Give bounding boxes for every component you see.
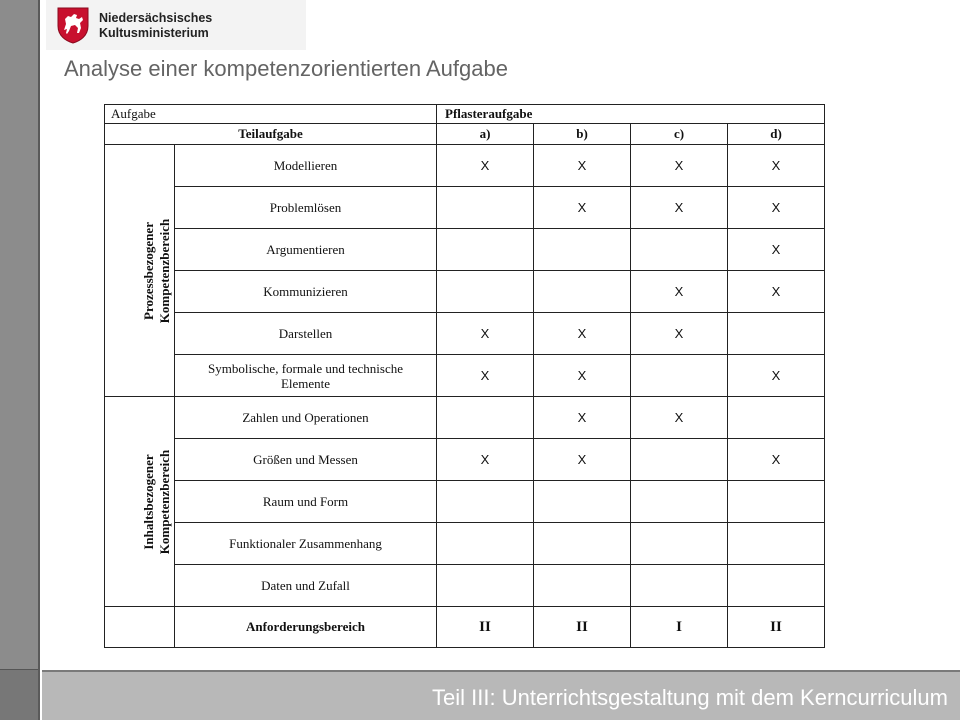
- page-title: Analyse einer kompetenzorientierten Aufgabe: [64, 56, 508, 81]
- competency-row: [105, 439, 825, 481]
- mark-cell-d: X: [728, 187, 825, 229]
- mark-cell-a: X: [437, 313, 534, 355]
- footer-bar: [42, 670, 960, 720]
- competency-group-label-text: [141, 218, 173, 322]
- mark-cell-a: [437, 271, 534, 313]
- competency-label: Funktionaler Zusammenhang: [175, 523, 437, 565]
- competency-label: Argumentieren: [175, 229, 437, 271]
- competency-label: Raum und Form: [175, 481, 437, 523]
- mark-cell-a: [437, 397, 534, 439]
- column-header-c: c): [631, 124, 728, 145]
- aufgabe-label: Aufgabe: [105, 105, 437, 124]
- mark-cell-d: [728, 313, 825, 355]
- column-header-b: b): [534, 124, 631, 145]
- mark-cell-d: X: [728, 229, 825, 271]
- competency-label: Darstellen: [175, 313, 437, 355]
- footer-text: Teil III: Unterrichtsgestaltung mit dem Kerncurriculum: [432, 685, 948, 710]
- mark-cell-b: X: [534, 355, 631, 397]
- mark-cell-d: X: [728, 439, 825, 481]
- competency-row: [105, 565, 825, 607]
- anforderungsbereich-level-a: II: [437, 607, 534, 648]
- mark-cell-c: X: [631, 187, 728, 229]
- mark-cell-c: [631, 439, 728, 481]
- aufgabe-title: Pflasteraufgabe: [437, 105, 825, 124]
- aufgabe-header-row: [105, 105, 825, 124]
- mark-cell-c: X: [631, 397, 728, 439]
- mark-cell-c: [631, 229, 728, 271]
- competency-label: Daten und Zufall: [175, 565, 437, 607]
- mark-cell-b: [534, 229, 631, 271]
- mark-cell-b: X: [534, 313, 631, 355]
- competency-row: [105, 145, 825, 187]
- competency-row: [105, 313, 825, 355]
- competency-label: Symbolische, formale und technische Elemente: [175, 355, 437, 397]
- anforderungsbereich-level-b: II: [534, 607, 631, 648]
- competency-label: Modellieren: [175, 145, 437, 187]
- mark-cell-d: X: [728, 355, 825, 397]
- logo-line-1: Niedersächsisches: [99, 11, 213, 25]
- logo-line-2: Kultusministerium: [99, 26, 209, 40]
- mark-cell-d: X: [728, 145, 825, 187]
- competency-label: Größen und Messen: [175, 439, 437, 481]
- competency-row: [105, 523, 825, 565]
- competency-group-line-2: Kompetenzbereich: [157, 218, 173, 323]
- mark-cell-a: [437, 187, 534, 229]
- mark-cell-d: [728, 481, 825, 523]
- competency-label: Problemlösen: [175, 187, 437, 229]
- anforderungsbereich-level-c: I: [631, 607, 728, 648]
- mark-cell-c: [631, 565, 728, 607]
- mark-cell-a: X: [437, 355, 534, 397]
- mark-cell-b: X: [534, 439, 631, 481]
- competency-row: [105, 271, 825, 313]
- mark-cell-d: [728, 523, 825, 565]
- mark-cell-b: X: [534, 145, 631, 187]
- mark-cell-c: [631, 523, 728, 565]
- mark-cell-b: [534, 523, 631, 565]
- anforderungsbereich-row: [105, 607, 825, 648]
- mark-cell-a: [437, 229, 534, 271]
- competency-row: [105, 229, 825, 271]
- mark-cell-c: X: [631, 145, 728, 187]
- anforderungsbereich-label: Anforderungsbereich: [175, 607, 437, 648]
- mark-cell-b: X: [534, 187, 631, 229]
- anforderungsbereich-level-d: II: [728, 607, 825, 648]
- competency-group-label: [105, 397, 175, 607]
- competency-group-label: [105, 145, 175, 397]
- competency-group-label-text: [141, 449, 173, 553]
- competency-label: Zahlen und Operationen: [175, 397, 437, 439]
- teilaufgabe-label: Teilaufgabe: [105, 124, 437, 145]
- left-sidebar-bar: [0, 0, 40, 720]
- anforderungsbereich-spacer: [105, 607, 175, 648]
- lower-saxony-horse-shield-icon: [56, 6, 90, 44]
- mark-cell-d: [728, 565, 825, 607]
- ministry-logo: [46, 0, 306, 50]
- competency-group-line-1: Inhaltsbezogener: [141, 453, 157, 550]
- competency-group-line-2: Kompetenzbereich: [157, 449, 173, 554]
- competency-group-line-1: Prozessbezogener: [141, 221, 157, 320]
- mark-cell-d: [728, 397, 825, 439]
- mark-cell-a: [437, 523, 534, 565]
- left-footer-block: [0, 669, 38, 720]
- competency-row: [105, 355, 825, 397]
- column-header-a: a): [437, 124, 534, 145]
- mark-cell-c: [631, 355, 728, 397]
- mark-cell-b: [534, 481, 631, 523]
- competency-row: [105, 397, 825, 439]
- mark-cell-a: [437, 565, 534, 607]
- mark-cell-a: [437, 481, 534, 523]
- column-header-d: d): [728, 124, 825, 145]
- mark-cell-c: X: [631, 271, 728, 313]
- competency-row: [105, 481, 825, 523]
- competency-row: [105, 187, 825, 229]
- mark-cell-a: X: [437, 145, 534, 187]
- mark-cell-b: [534, 271, 631, 313]
- competency-label: Kommunizieren: [175, 271, 437, 313]
- mark-cell-b: [534, 565, 631, 607]
- teilaufgabe-header-row: [105, 124, 825, 145]
- mark-cell-d: X: [728, 271, 825, 313]
- mark-cell-b: X: [534, 397, 631, 439]
- logo-text: [99, 11, 212, 41]
- mark-cell-a: X: [437, 439, 534, 481]
- competency-matrix-table: [104, 104, 825, 648]
- mark-cell-c: X: [631, 313, 728, 355]
- mark-cell-c: [631, 481, 728, 523]
